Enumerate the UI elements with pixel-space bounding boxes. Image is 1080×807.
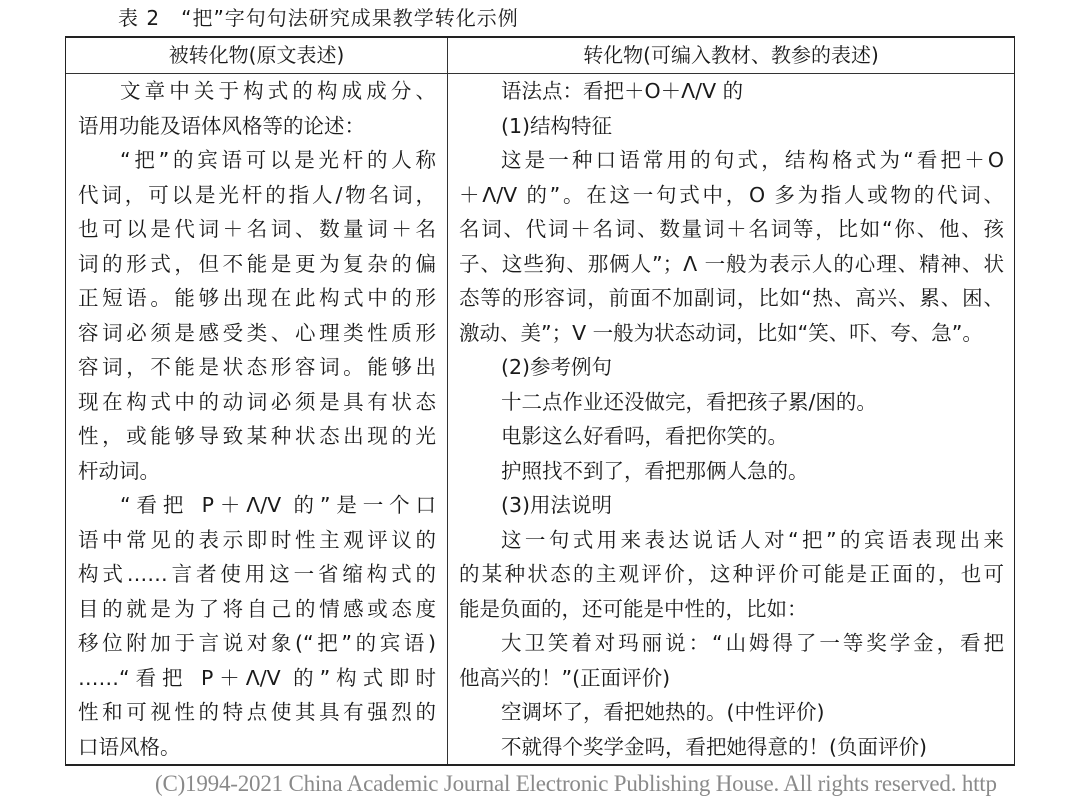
right-paragraph-line: 名词、代词＋名词、数量词＋名词等，比如“你、他、孩 (459, 217, 1004, 241)
table-caption: 表 2 “把”字句句法研究成果教学转化示例 (118, 6, 519, 30)
left-paragraph-line: 词的形式，但不能是更为复杂的偏 (78, 251, 436, 276)
left-paragraph-line: 性，或能够导致某种状态出现的光 (78, 424, 436, 448)
right-paragraph-line: 大卫笑着对玛丽说：“山姆得了一等奖学金，看把 (501, 631, 1004, 655)
left-paragraph-line: 容词，不能是状态形容词。能够出 (78, 355, 436, 379)
copyright-watermark: (C)1994-2021 China Academic Journal Electronic Publishing House. All rights reserved. http (155, 771, 997, 796)
left-paragraph-line: “把”的宾语可以是光杆的人称 (120, 148, 436, 172)
left-paragraph-line: ……“看把 P＋Λ/V 的”构式即时 (78, 665, 436, 690)
right-paragraph-line: 的某种状态的主观评价，这种评价可能是正面的，也可 (459, 562, 1004, 586)
right-paragraph-line: ＋Λ/V 的”。在这一句式中，O 多为指人或物的代词、 (459, 182, 1004, 207)
right-paragraph-line: 护照找不到了，看把那俩人急的。 (501, 458, 809, 483)
left-paragraph-line: 现在构式中的动词必须是具有状态 (78, 389, 436, 414)
right-paragraph-line: 他高兴的！”(正面评价) (459, 665, 671, 690)
right-paragraph-line: 这一句式用来表达说话人对“把”的宾语表现出来 (501, 527, 1004, 552)
right-paragraph-line: (2)参考例句 (501, 355, 613, 379)
right-paragraph-line: 激动、美”；V 一般为状态动词，比如“笑、吓、夸、急”。 (459, 320, 983, 345)
left-paragraph-line: 文章中关于构式的构成成分、 (120, 79, 436, 103)
table-header-row (66, 38, 1014, 74)
left-paragraph-line: 杆动词。 (78, 458, 160, 483)
right-paragraph-line: 态等的形容词，前面不加副词，比如“热、高兴、累、困、 (459, 286, 1004, 310)
left-paragraph-line: 性和可视性的特点使其具有强烈的 (78, 700, 436, 724)
left-paragraph-line: “看把 P＋Λ/V 的”是一个口 (120, 493, 436, 517)
left-paragraph-line: 语用功能及语体风格等的论述： (78, 113, 365, 138)
left-paragraph-line: 构式……言者使用这一省缩构式的 (78, 562, 436, 586)
right-paragraph-line: (3)用法说明 (501, 493, 613, 517)
left-paragraph-line: 代词，可以是光杆的指人/物名词， (78, 182, 436, 207)
right-paragraph-line: 子、这些狗、那俩人”；Λ 一般为表示人的心理、精神、状 (459, 251, 1004, 276)
left-paragraph-line: 移位附加于言说对象(“把”的宾语) (78, 631, 436, 655)
right-paragraph-line: 能是负面的，还可能是中性的，比如： (459, 596, 808, 621)
right-paragraph-line: 不就得个奖学金吗，看把她得意的！(负面评价) (501, 734, 927, 759)
right-paragraph-line: 语法点：看把＋O＋Λ/V 的 (501, 79, 744, 103)
left-paragraph-line: 语中常见的表示即时性主观评议的 (78, 527, 436, 552)
left-paragraph-line: 容词必须是感受类、心理类性质形 (78, 320, 436, 345)
header-original-text: 被转化物(原文表述) (168, 43, 345, 67)
column-divider (447, 38, 448, 764)
right-paragraph-line: (1)结构特征 (501, 113, 613, 138)
header-converted-text: 转化物(可编入教材、教参的表述) (583, 43, 879, 67)
converted-text-column (459, 74, 1004, 764)
left-paragraph-line: 也可以是代词＋名词、数量词＋名 (78, 217, 436, 241)
left-paragraph-line: 正短语。能够出现在此构式中的形 (78, 286, 436, 310)
right-paragraph-line: 这是一种口语常用的句式，结构格式为“看把＋O (501, 148, 1004, 172)
right-paragraph-line: 十二点作业还没做完，看把孩子累/困的。 (501, 389, 877, 414)
left-paragraph-line: 目的就是为了将自己的情感或态度 (78, 596, 436, 621)
original-text-column (78, 74, 436, 764)
right-paragraph-line: 电影这么好看吗，看把你笑的。 (501, 424, 788, 448)
right-paragraph-line: 空调坏了，看把她热的。(中性评价) (501, 700, 825, 724)
comparison-table (65, 36, 1015, 766)
left-paragraph-line: 口语风格。 (78, 734, 181, 759)
